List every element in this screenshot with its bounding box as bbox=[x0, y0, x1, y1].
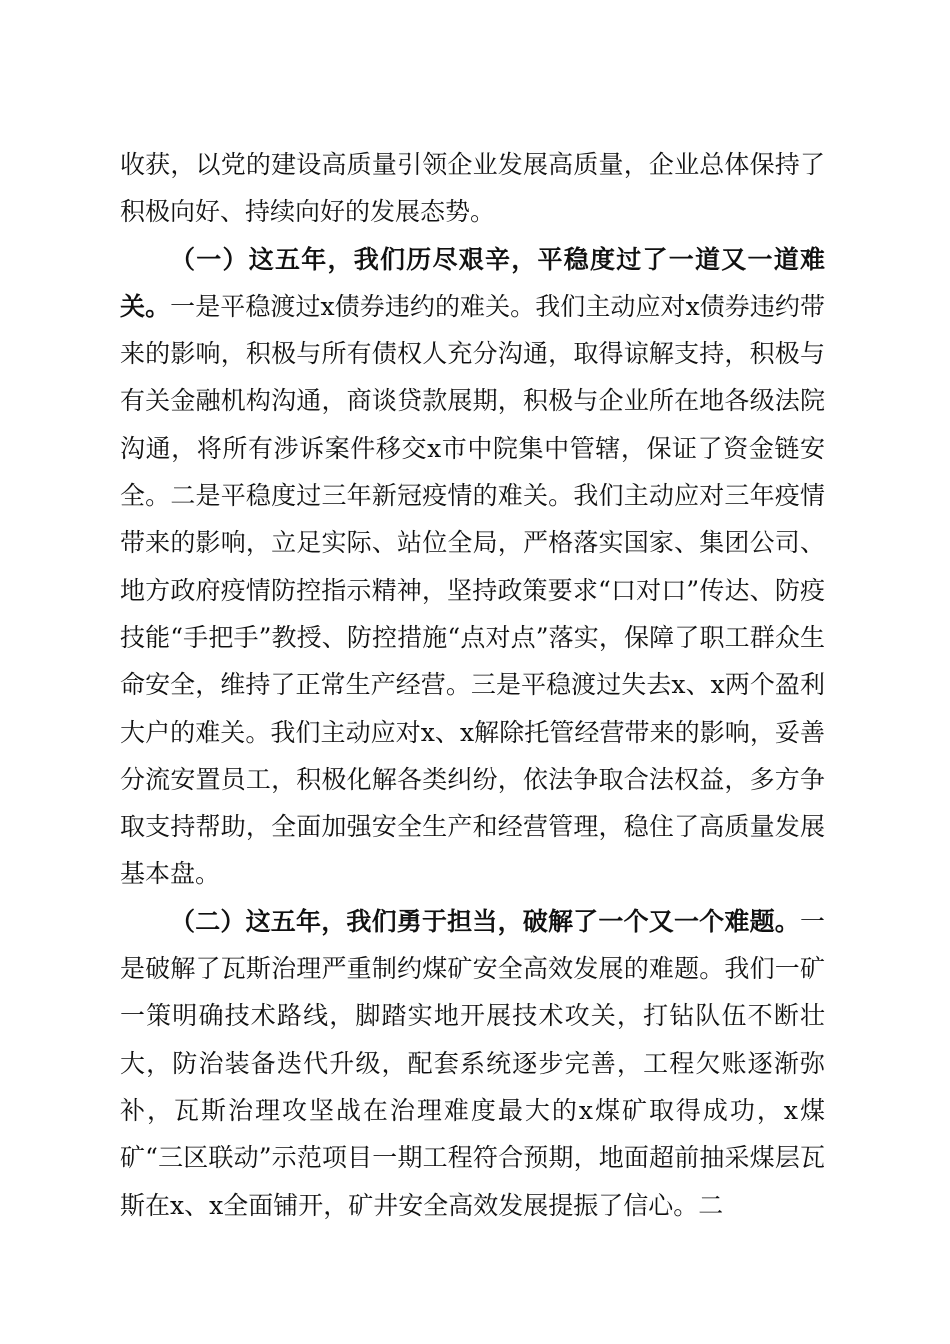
paragraph-text: 收获，以党的建设高质量引领企业发展高质量，企业总体保持了积极向好、持续向好的发展态势。 bbox=[120, 150, 825, 227]
paragraph-continuation bbox=[120, 141, 825, 236]
paragraph-text: 一是平稳渡过x债券违约的难关。我们主动应对x债券违约带来的影响，积极与所有债权人充分沟通，取得谅解支持，积极与有关金融机构沟通，商谈贷款展期，积极与企业所在地各级法院沟通，将所有涉诉案件移交x市中院集中管辖，保证了资金链安全。二是平稳度过三年新冠疫情的难关。我们主动应对三年疫情带来的影响，立足实际、站位全局，严格落实国家、集团公司、地方政府疫情防控指示精神，坚持政策要求“口对口”传达、防疫技能“手把手”教授、防控措施“点对点”落实，保障了职工群众生命安全，维持了正常生产经营。三是平稳渡过失去x、x两个盈利大户的难关。我们主动应对x、x解除托管经营带来的影响，妥善分流安置员工，积极化解各类纠纷，依法争取合法权益，多方争取支持帮助，全面加强安全生产和经营管理，稳住了高质量发展基本盘。 bbox=[120, 291, 825, 889]
document-body bbox=[120, 141, 825, 1229]
section-heading-one: （一）这五年，我们历尽艰辛，平稳度过了一道又一道难关。 bbox=[120, 244, 825, 321]
paragraph-text: 一是破解了瓦斯治理严重制约煤矿安全高效发展的难题。我们一矿一策明确技术路线，脚踏实地开展技术攻关，打钻队伍不断壮大，防治装备迭代升级，配套系统逐步完善，工程欠账逐渐弥补，瓦斯治理攻坚战在治理难度最大的x煤矿取得成功，x煤矿“三区联动”示范项目一期工程符合预期，地面超前抽采煤层瓦斯在x、x全面铺开，矿井安全高效发展提振了信心。二 bbox=[120, 906, 825, 1220]
paragraph-section-one bbox=[120, 236, 825, 898]
section-heading-two: （二）这五年，我们勇于担当，破解了一个又一个难题。 bbox=[170, 906, 800, 936]
paragraph-section-two bbox=[120, 898, 825, 1229]
